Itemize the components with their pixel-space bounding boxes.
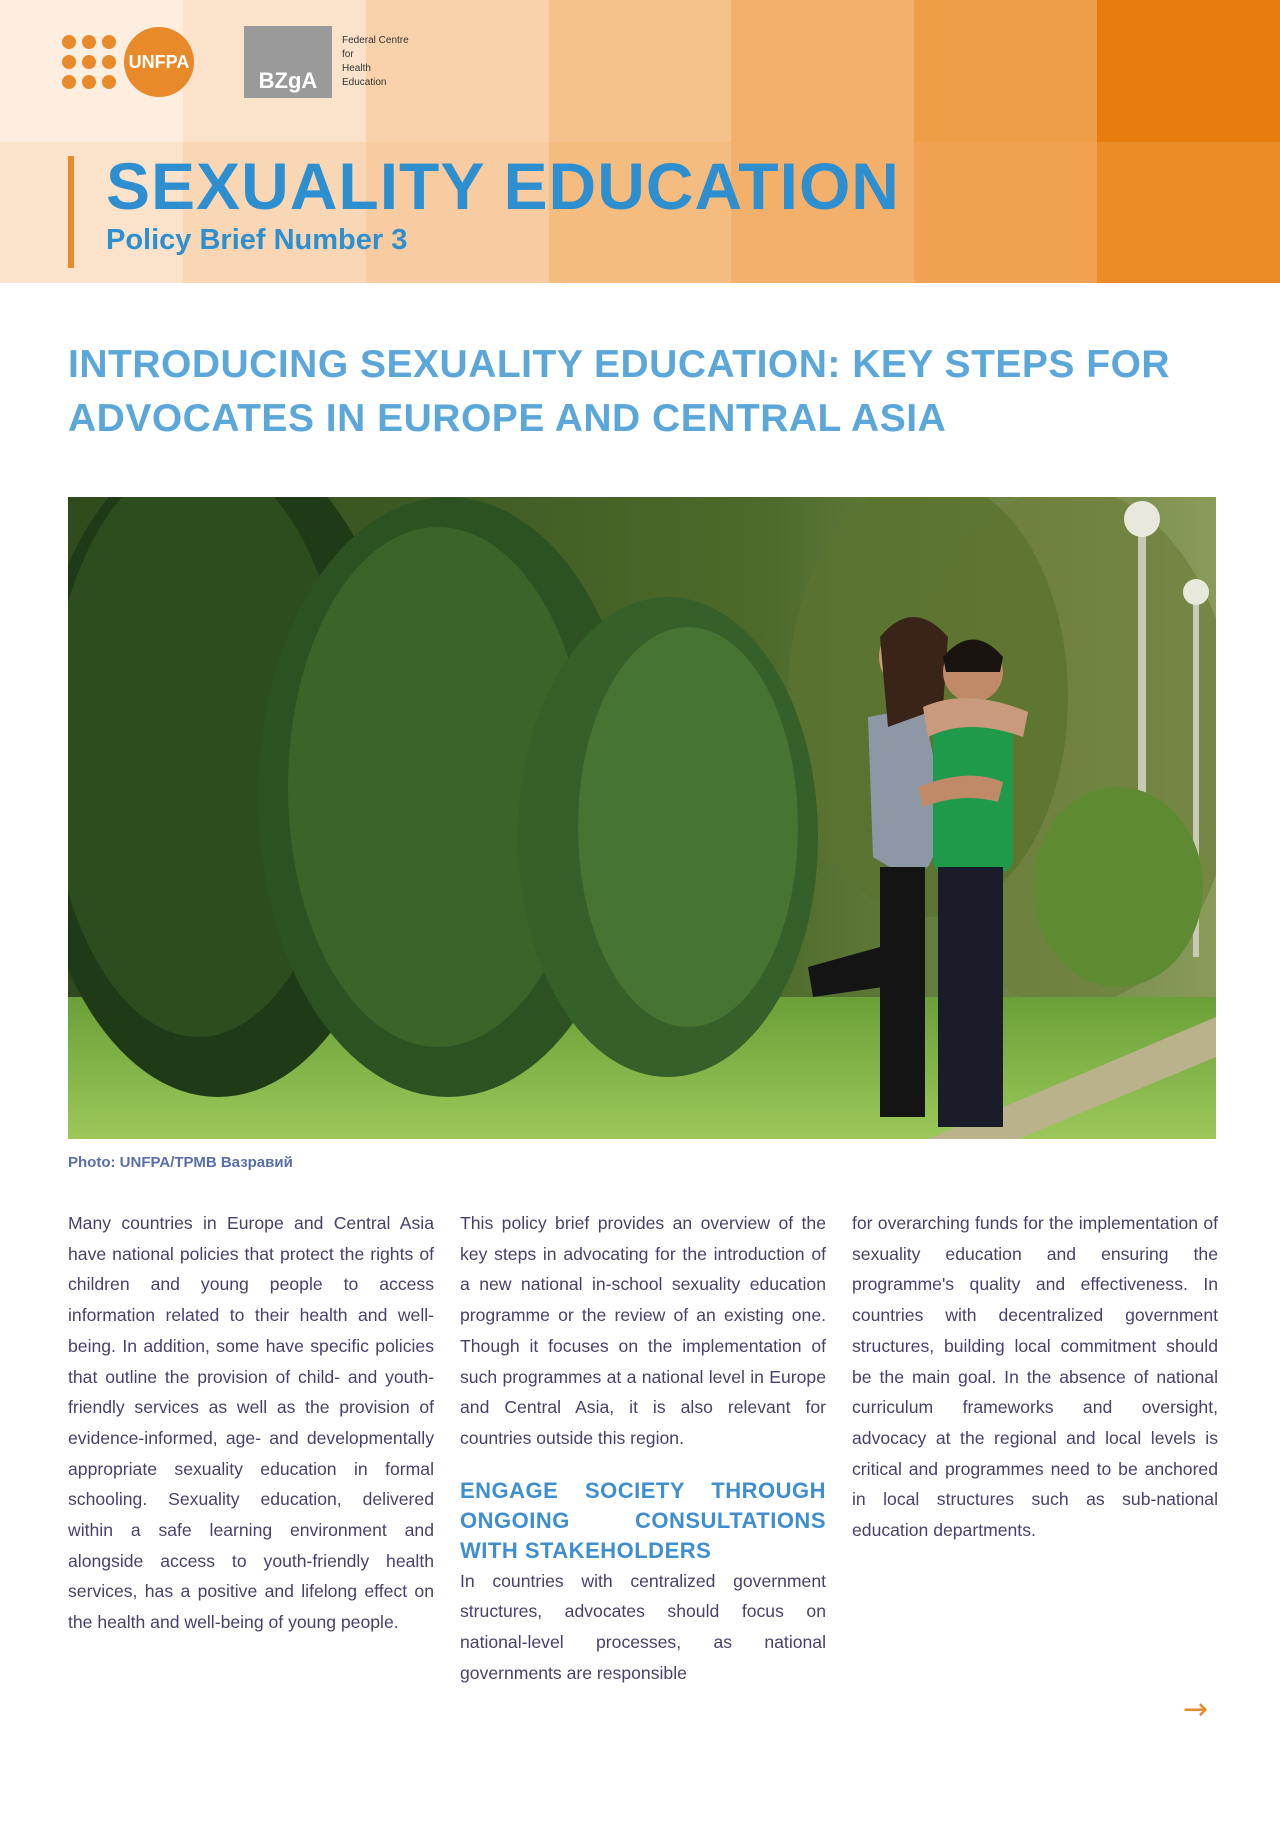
unfpa-logo [62,27,194,97]
band-col-5 [731,0,914,283]
band-col-6 [914,0,1097,283]
unfpa-wordmark: UNFPA [124,27,194,97]
section-heading: ENGAGE SOCIETY THROUGH ONGOING CONSULTATIONS WITH STAKEHOLDERS [460,1477,826,1563]
page-subtitle: Policy Brief Number 3 [106,224,408,256]
photo-caption: Photo: UNFPA/ТРМВ Вазравий [68,1154,293,1171]
title-accent-bar [68,156,74,268]
body-columns [68,1208,1218,1688]
section-paragraph: In countries with centralized government structures, advocates should focus on national-level processes, as national governments are responsible [460,1570,826,1683]
band-col-4 [549,0,732,283]
bzga-logo [244,26,409,98]
bzga-wordmark: BZgA [244,26,332,98]
body-column-1 [68,1208,434,1688]
intro-paragraph: Many countries in Europe and Central Asia have national policies that protect the rights of children and young people to access information related to their health and well-being. In addition, some have specific policies that outline the provision of child- and youth-friendly services as well as the provision of evidence-informed, age- and developmentally appropriate sexuality education in formal schooling. Sexuality education, delivered within a safe learning environment and alongside access to youth-friendly health services, has a positive and lifelong effect on the health and well-being of young people. [68,1213,434,1633]
bzga-org-name: Federal Centre for Health Education [342,35,409,88]
body-column-3 [852,1208,1218,1688]
hero-photo [68,497,1216,1139]
next-page-arrow-icon[interactable]: → [1183,1692,1209,1727]
body-column-2 [460,1208,826,1688]
unfpa-dots-icon [62,35,116,89]
overview-paragraph: This policy brief provides an overview of the key steps in advocating for the introduction of a new national in-school sexuality education programme or the review of an existing one. Though it focuses on the implementation of such programmes at a national level in Europe and Central Asia, it is also relevant for countries outside this region. [460,1213,826,1448]
logo-row [62,22,409,102]
continuation-paragraph: for overarching funds for the implementation of sexuality education and ensuring the programme's quality and effectiveness. In countries with decentralized government structures, building local commitment should be the main goal. In the absence of national curriculum frameworks and oversight, advocacy at the regional and local levels is critical and programmes need to be anchored in local structures such as sub-national education departments. [852,1213,1218,1541]
page-title: SEXUALITY EDUCATION [106,149,900,223]
article-headline: INTRODUCING SEXUALITY EDUCATION: KEY STEPS FOR ADVOCATES IN EUROPE AND CENTRAL ASIA [68,343,1171,440]
band-col-7 [1097,0,1280,283]
